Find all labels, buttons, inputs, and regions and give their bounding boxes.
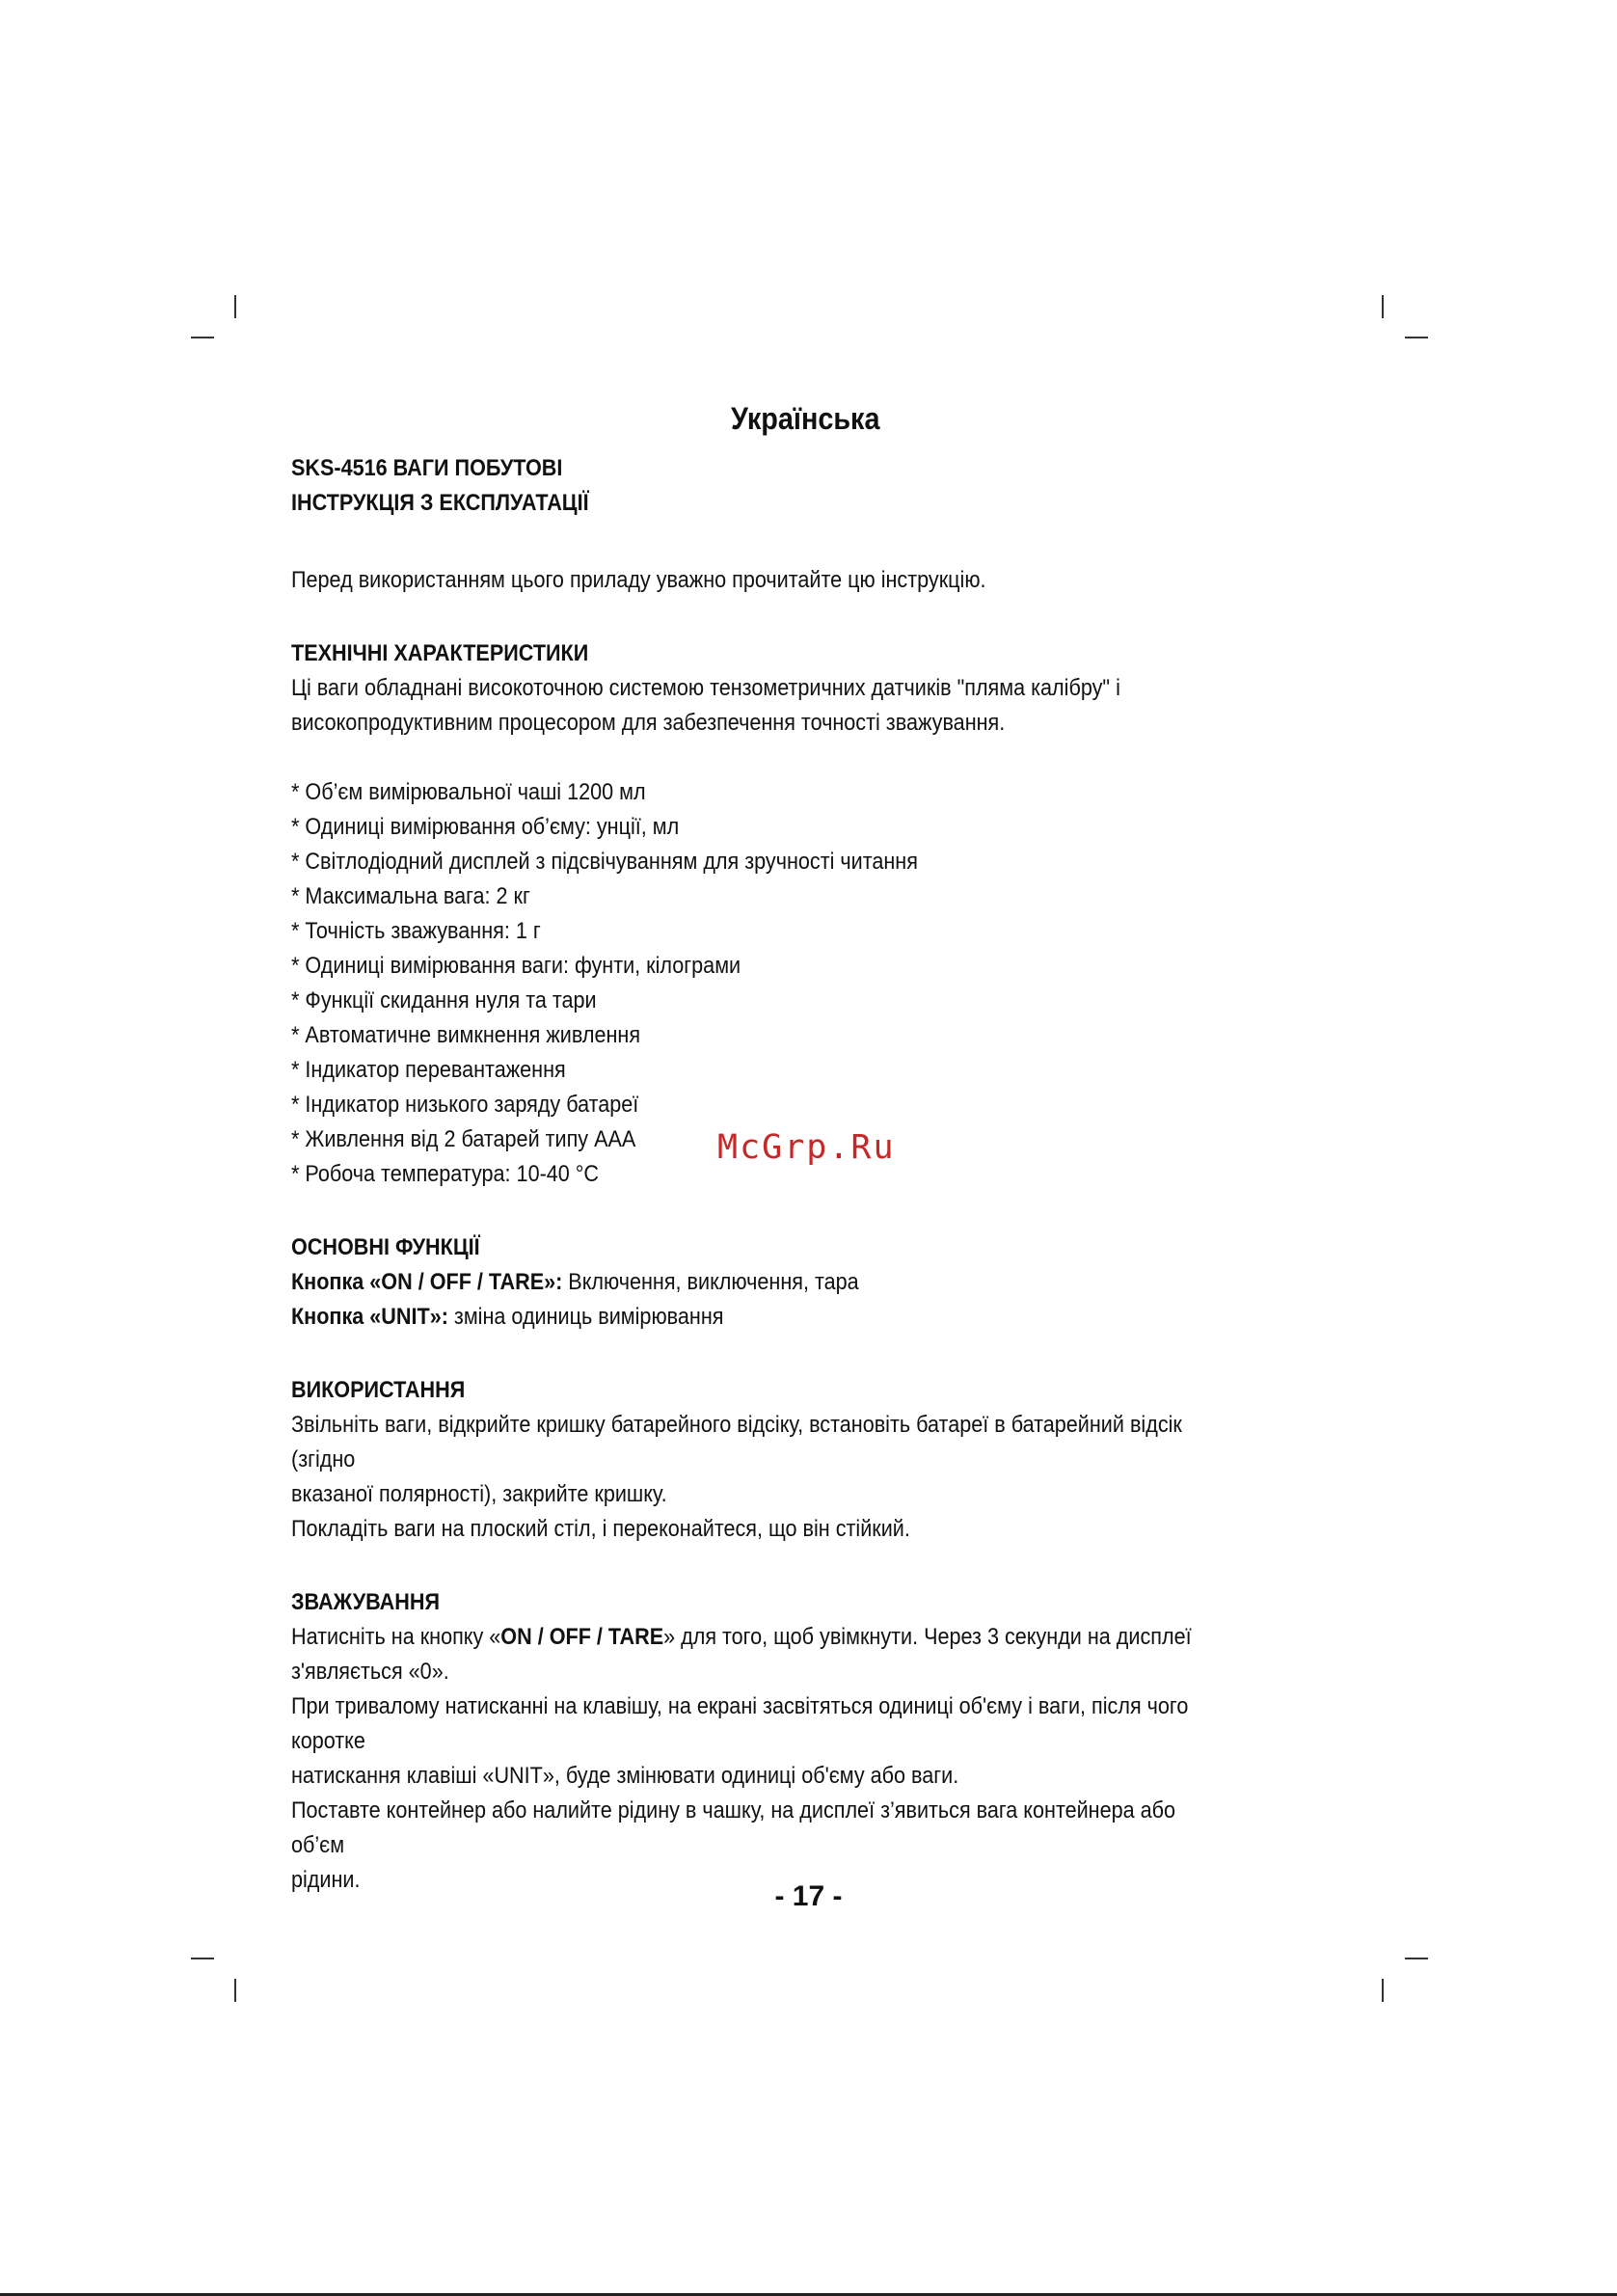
manual-page-content <box>291 451 1228 1898</box>
specs-description-line: високопродуктивним процесором для забезпечення точності зважування. <box>291 710 1006 736</box>
weighing-heading: ЗВАЖУВАННЯ <box>291 1589 440 1615</box>
weighing-line: рідини. <box>291 1867 361 1893</box>
specs-description-line: Ці ваги обладнані високоточною системою тензометричних датчиків "пляма калібру" і <box>291 675 1120 701</box>
crop-mark-bottom-right-horizontal <box>1405 1958 1428 1959</box>
weighing-line <box>291 1620 1228 1655</box>
function-text: Включення, виключення, тара <box>562 1269 859 1295</box>
weighing-line: При тривалому натисканні на клавішу, на екрані засвітяться одиниці об'єму і ваги, після чого коротке <box>291 1693 1189 1754</box>
spec-item: * Точність зважування: 1 г <box>291 918 541 944</box>
weighing-line: натискання клавіші «UNIT», буде змінювати одиниці об'єму або ваги. <box>291 1763 959 1789</box>
spec-item: * Об’єм вимірювальної чаші 1200 мл <box>291 779 646 805</box>
specs-heading: ТЕХНІЧНІ ХАРАКТЕРИСТИКИ <box>291 640 589 666</box>
weighing-line-pre: Натисніть на кнопку « <box>291 1624 501 1650</box>
spec-item: * Максимальна вага: 2 кг <box>291 883 530 909</box>
watermark: McGrp.Ru <box>717 1128 896 1167</box>
spec-item: * Одиниці вимірювання ваги: фунти, кілограми <box>291 953 741 979</box>
weighing-line: Поставте контейнер або налийте рідину в чашку, на дисплеї з’явиться вага контейнера або об’єм <box>291 1797 1176 1858</box>
page-number <box>0 1880 1617 1913</box>
crop-mark-top-left-vertical <box>234 295 236 318</box>
usage-line: Покладіть ваги на плоский стіл, і переконайтеся, що він стійкий. <box>291 1516 910 1542</box>
spec-item: * Робоча температура: 10-40 °C <box>291 1161 600 1187</box>
spec-item: * Світлодіодний дисплей з підсвічуванням для зручності читання <box>291 849 918 875</box>
weighing-line: з'являється «0». <box>291 1659 449 1685</box>
function-label: Кнопка «ON / OFF / TARE»: <box>291 1269 563 1295</box>
language-title: Українська <box>731 401 880 436</box>
usage-heading: ВИКОРИСТАННЯ <box>291 1377 466 1403</box>
function-label: Кнопка «UNIT»: <box>291 1304 448 1330</box>
weighing-line-post: » для того, щоб увімкнути. Через 3 секунди на дисплеї <box>663 1624 1192 1650</box>
spec-item: * Функції скидання нуля та тари <box>291 987 597 1013</box>
spec-item: * Одиниці вимірювання об’єму: унції, мл <box>291 814 680 840</box>
function-item <box>291 1265 1228 1300</box>
page-number-text: - 17 - <box>774 1880 843 1912</box>
functions-heading: ОСНОВНІ ФУНКЦІЇ <box>291 1234 480 1260</box>
intro-text: Перед використанням цього приладу уважно прочитайте цю інструкцію. <box>291 567 986 593</box>
crop-mark-top-right-horizontal <box>1405 337 1428 338</box>
spec-item: * Індикатор низького заряду батареї <box>291 1092 639 1118</box>
spec-item: * Автоматичне вимкнення живлення <box>291 1022 641 1048</box>
weighing-button-label: ON / OFF / TARE <box>500 1624 664 1650</box>
crop-mark-top-left-horizontal <box>191 337 214 338</box>
crop-mark-top-right-vertical <box>1382 295 1384 318</box>
spec-item: * Живлення від 2 батарей типу ААА <box>291 1126 636 1152</box>
manual-line: ІНСТРУКЦІЯ З ЕКСПЛУАТАЦІЇ <box>291 490 589 516</box>
crop-mark-bottom-left-vertical <box>234 1979 236 2002</box>
function-text: зміна одиниць вимірювання <box>447 1304 724 1330</box>
function-item <box>291 1300 1228 1335</box>
usage-line: Звільніть ваги, відкрийте кришку батарейного відсіку, встановіть батареї в батарейний відсік (згідно <box>291 1412 1182 1472</box>
crop-mark-bottom-right-vertical <box>1382 1979 1384 2002</box>
model-line: SKS-4516 ВАГИ ПОБУТОВІ <box>291 455 563 481</box>
crop-mark-bottom-left-horizontal <box>191 1958 214 1959</box>
usage-line: вказаної полярності), закрийте кришку. <box>291 1481 667 1507</box>
spec-item: * Індикатор перевантаження <box>291 1057 566 1083</box>
